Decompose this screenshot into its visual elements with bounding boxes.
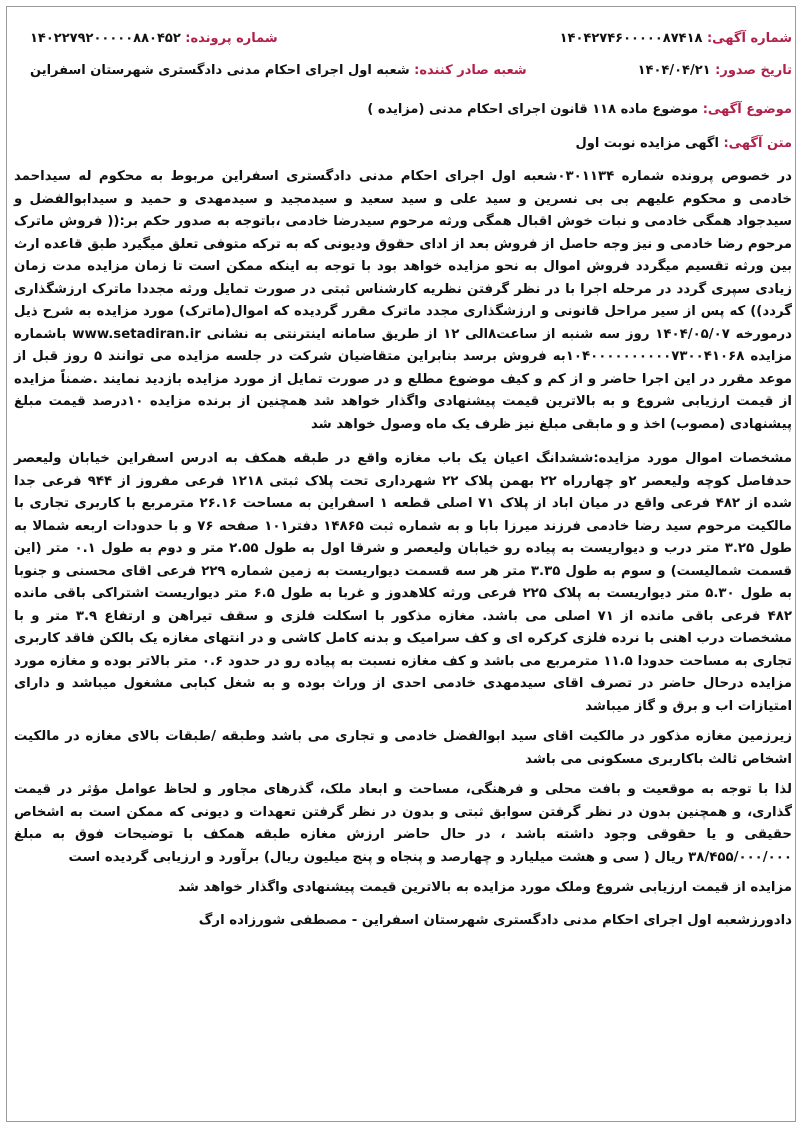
notice-number-label: شماره آگهی:	[706, 31, 792, 46]
subject-text: موضوع ماده ۱۱۸ قانون اجرای احکام مدنی (مزایده )	[367, 102, 699, 117]
header-row-1	[14, 30, 792, 48]
issue-date	[638, 62, 792, 80]
notice-number	[560, 30, 792, 48]
notice-text-heading	[14, 134, 792, 154]
case-number-value: ۱۴۰۲۲۷۹۲۰۰۰۰۰۸۸۰۴۵۲	[30, 31, 181, 46]
notice-text-title: اگهی مزایده نوبت اول	[575, 136, 719, 151]
notice-number-value: ۱۴۰۴۲۷۴۶۰۰۰۰۰۸۷۴۱۸	[559, 31, 703, 46]
paragraph-property-specs: مشخصات اموال مورد مزایده:ششدانگ اعیان یک باب مغازه واقع در طبقه همکف به ادرس اسفراین خیابان ولیعصر حدفاصل کوچه ولیعصر ۲و چهارراه ۲۲ بهمن پلاک ۲۲ شهرداری تحت پلاک ثبتی ۱۲۱۸ فرعی مفروز از ۹۴۴ فرعی جدا شده از ۴۸۲ فرعی واقع در میان اباد از پلاک ۷۱ اصلی قطعه ۱ اسفراین به مساحت ۲۶.۱۶ مترمربع با کاربری تجاری با مالکیت مرحوم سید رضا خادمی فرزند میرزا بابا و به شماره ثبت ۱۴۸۶۵ دفتر۱۰۱ صفحه ۷۶ و با حدودات اربعه شمالا به طول ۳.۲۵ متر درب و دیواریست به پیاده رو خیابان ولیعصر و شرقا اول به طول ۲.۵۵ متر و دوم به طول ۰.۱ متر (این قسمت شمالیست) و سوم به طول ۳.۳۵ متر هر سه قسمت دیواریست به زمین شماره ۲۲۹ فرعی اقای محسنی و جنوبا به طول ۵.۳۰ متر دیواریست به پلاک ۲۲۵ فرعی ورثه کلاهدوز و غربا به طول ۶.۵ متر دیواریست اشتراکی باقی مانده ۴۸۲ فرعی باقی مانده از ۷۱ اصلی می باشد. مغازه مذکور با اسکلت فلزی و سقف تیراهن و ارتفاع ۳.۹ متر و با مشخصات درب اهنی با نرده فلزی کرکره ای و کف سرامیک و بدنه کامل کاشی و در انتهای مغازه یک بالکن فاقد کاربری تجاری به مساحت حدودا ۱۱.۵ مترمربع می باشد و کف مغازه نسبت به پیاده رو در حدود ۰.۶ متر بالاتر بوده و مغازه مورد مزایده درحال حاضر در تصرف اقای سیدمهدی خادمی احدی از وراث بوده و به شغل کبابی مشغول میباشد و دارای امتیازات اب و برق و گاز میباشد	[14, 451, 793, 714]
notice-subject	[14, 100, 792, 120]
issue-date-label: تاریخ صدور:	[715, 63, 792, 78]
paragraph-basement: زیرزمین مغازه مذکور در مالکیت اقای سید ابوالفضل خادمی و تجاری می باشد وطبقه /طبقات بالای مغازه در مالکیت اشخاص ثالث باکاربری مسکونی می باشد	[14, 729, 792, 767]
paragraph-valuation: لذا با توجه به موقعیت و بافت محلی و فرهنگی، مساحت و ابعاد ملک، گذرهای مجاور و لحاظ عوامل مؤثر در قیمت گذاری، و همچنین بدون در نظر گرفتن سوابق ثبتی و بدون در نظر گرفتن تعهدات و دیونی که ممکن است به اشخاص حقیقی و یا حقوقی وجود داشته باشد ، در حال حاضر ارزش مغازه طبقه همکف با توضیحات فوق به مبلغ ۳۸/۴۵۵/۰۰۰/۰۰۰ ریال ( سی و هشت میلیارد و چهارصد و پنجاه و پنج میلیون ریال) برآورد و ارزیابی گردیده است	[14, 782, 792, 865]
issuer-value: شعبه اول اجرای احکام مدنی دادگستری شهرستان اسفراین	[30, 63, 410, 78]
case-number	[30, 30, 278, 48]
notice-text-label: متن آگهی:	[723, 136, 792, 151]
case-number-label: شماره پرونده:	[185, 31, 278, 46]
subject-label: موضوع آگهی:	[702, 102, 792, 117]
header-row-2	[14, 62, 792, 80]
paragraph-signature: دادورزشعبه اول اجرای احکام مدنی دادگستری شهرستان اسفراین - مصطفی شورزاده ارگ	[198, 912, 792, 928]
paragraph-auction-details: در خصوص پرونده شماره ۰۳۰۱۱۳۴شعبه اول اجرای احکام مدنی دادگستری اسفراین مربوط به محکوم له سیداحمد خادمی و محکوم علیهم بی بی نسرین و سید علی و سید سعید و سیدمجید و سیدمهدی و حمید و سیدابوالفضل و سیدجواد همگی خادمی و نبات خوش اقبال همگی ورثه مرحوم سیدرضا خادمی ،باتوجه به صدور حکم بر:(( فروش ماترک مرحوم رضا خادمی و نیز وجه حاصل از فروش بعد از ادای حقوق ودیونی که به ترکه متوفی تعلق میگیرد طبق قاعده ارث بین ورثه تقسیم میگردد فروش اموال به نحو مزایده خواهد بود با توجه به اینکه ممکن است تا زمان مزایده مدت زمان زیادی سپری گردد در مرحله اجرا با در نظر گرفتن نظریه کارشناس ثبتی در صورت تمایل ورثه مجددا ماترک ارزشگذاری گردد)) که پس از سیر مراحل قانونی و ارزشگذاری مجدد ماترک مقرر گردیده که اموال(ماترک) مورد مزایده به شرح ذیل درمورخه ۱۴۰۴/۰۵/۰۷ روز سه شنبه از ساعت۸الی ۱۲ از طریق سامانه اینترنتی به نشانی www.setadiran.ir باشماره مزایده ۱۰۴۰۰۰۰۰۰۰۰۰۰۷۳۰۰۴۱۰۶۸به فروش برسد بنابراین متقاضیان شرکت در جلسه مزایده می توانند ۵ روز قبل از موعد مقرر در این اجرا حاضر و از کم و کیف موضوع مطلع و در صورت تمایل از مورد مزایده بازدید نمایند .ضمناً مزایده از قیمت ارزیابی شروع و به بالاترین قیمت پیشنهادی واگذار خواهد شد همچنین از برنده مزایده ۱۰درصد قیمت مبلغ پیشنهادی (مصوب) اخذ و و مابقی مبلغ نیز ظرف یک ماه وصول خواهد شد	[14, 169, 793, 432]
court-notice	[14, 30, 792, 932]
issuer-label: شعبه صادر کننده:	[414, 63, 527, 78]
paragraph-auction-start: مزایده از قیمت ارزیابی شروع وملک مورد مزایده به بالاترین قیمت پیشنهادی واگذار خواهد شد	[178, 880, 792, 895]
issuer	[30, 62, 527, 80]
issue-date-value: ۱۴۰۴/۰۴/۲۱	[637, 63, 711, 78]
